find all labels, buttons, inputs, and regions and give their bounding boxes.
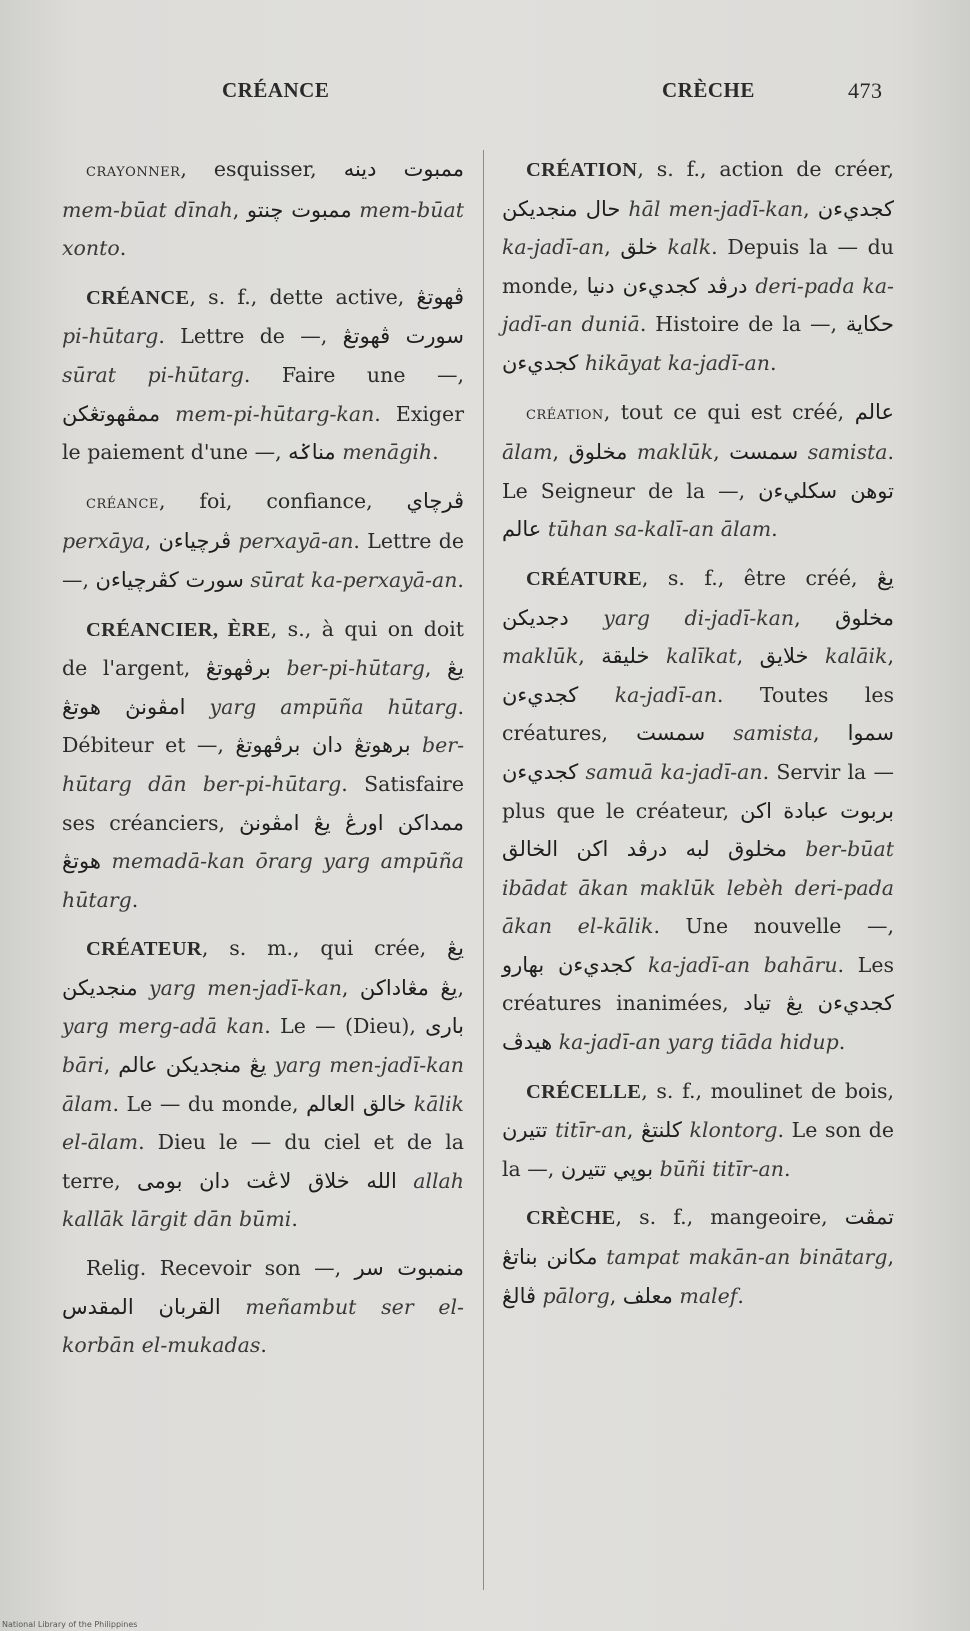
- jawi-term: ممبوت چنتو: [246, 197, 352, 222]
- gloss-text: . Toutes les créatures,: [502, 682, 894, 746]
- transliteration: ka-jadī-an: [614, 682, 717, 707]
- dictionary-entry: [62, 929, 464, 1239]
- jawi-term: معلف: [622, 1283, 673, 1308]
- gloss-text: , s. f., dette active,: [189, 284, 417, 309]
- jawi-term: بوڽي تتيرن: [560, 1156, 654, 1181]
- gloss-text: , foi, confiance,: [158, 488, 407, 513]
- dictionary-entry: [502, 559, 894, 1062]
- jawi-term: تتيرن: [502, 1118, 548, 1143]
- transliteration: yarg ampūña hūtarg: [209, 694, 458, 719]
- jawi-term: يڠ دجديكن: [502, 565, 894, 630]
- right-column: [502, 150, 894, 1325]
- gloss-text: [397, 1169, 413, 1193]
- transliteration: kālik el-ālam: [62, 1091, 464, 1155]
- jawi-term: ڤهوتڠ: [416, 284, 464, 309]
- jawi-term: سمست: [636, 721, 706, 746]
- gloss-text: , s. f., action de créer,: [637, 157, 894, 181]
- gloss-text: ,: [887, 1245, 894, 1270]
- jawi-term: بارى: [425, 1014, 464, 1039]
- gloss-text: , s. f., être créé,: [641, 565, 877, 590]
- transliteration: sūrat pi-hūtarg: [62, 362, 244, 387]
- gloss-text: . Exiger le paiement d'une —,: [62, 401, 464, 465]
- column-divider: [483, 150, 484, 1590]
- jawi-term: بربوت عبادة اكن مخلوق لبه درڤد اكن الخالق: [502, 798, 894, 862]
- running-header: [0, 78, 970, 118]
- gloss-text: .: [291, 1207, 298, 1232]
- gloss-text: , s., à qui on doit de l'argent,: [62, 616, 464, 681]
- gloss-text: . Servir la — plus que le créateur,: [502, 759, 894, 823]
- jawi-term: سورت ڤهوتڠ: [342, 324, 464, 349]
- headword: CRÉATEUR: [86, 938, 202, 961]
- gloss-text: . Faire une —,: [243, 362, 464, 387]
- jawi-term: يڠ منجديكن: [62, 936, 464, 1000]
- transliteration: pi-hūtarg: [62, 324, 159, 349]
- jawi-term: كجديءن: [502, 682, 579, 707]
- headword: CRÈCHE: [526, 1207, 616, 1230]
- jawi-term: كلنتڠ: [641, 1118, 682, 1143]
- gloss-text: ,: [604, 235, 621, 260]
- jawi-term: مخلوق: [568, 440, 628, 465]
- transliteration: yarg men-jadī-kan ālam: [62, 1053, 464, 1116]
- gloss-text: [548, 1118, 556, 1142]
- gloss-text: , s. f., mangeoire,: [615, 1205, 845, 1230]
- jawi-term: منمبوت سر القربان المقدس: [62, 1256, 464, 1319]
- gloss-text: . Débiteur et —,: [62, 694, 464, 758]
- transliteration: ber-būat ibādat ākan maklūk lebèh deri-pada ākan el-kālik: [502, 837, 894, 939]
- transliteration: hikāyat ka-jadī-an: [584, 350, 770, 375]
- transliteration: ālam: [502, 440, 553, 465]
- jawi-term: ممداكن اورڠ يڠ امڤونڽ هوتڠ: [62, 810, 464, 874]
- gloss-text: [578, 683, 614, 707]
- gloss-text: [634, 953, 648, 977]
- gloss-text: .: [737, 1283, 744, 1308]
- transliteration: ka-jadī-an: [502, 235, 605, 260]
- gloss-text: [649, 644, 666, 668]
- gloss-text: . Le Seigneur de la —,: [502, 440, 894, 503]
- dictionary-entry: [62, 150, 464, 268]
- left-column: [62, 150, 464, 1375]
- transliteration: tampat makān-an binātarg: [606, 1245, 888, 1270]
- transliteration: maklūk: [636, 440, 714, 465]
- jawi-term: تمڤت مكانن بناتڠ: [502, 1205, 894, 1270]
- gloss-text: .: [131, 887, 139, 912]
- jawi-term: سورت كڤرچياءن: [95, 567, 244, 592]
- dictionary-entry: [502, 150, 894, 383]
- gloss-text: .: [432, 440, 439, 465]
- jawi-term: درڤد كجديءن دنيا: [586, 273, 748, 298]
- gloss-text: ,: [794, 605, 836, 630]
- transliteration: perxayā-an: [238, 529, 354, 554]
- jawi-term: حال منجديكن: [502, 196, 621, 221]
- transliteration: pālorg: [542, 1283, 610, 1308]
- gloss-text: .: [260, 1333, 267, 1358]
- gloss-text: [809, 644, 826, 668]
- jawi-term: يڠ مڠاداكن: [359, 975, 458, 1000]
- dictionary-entry: [62, 610, 464, 920]
- transliteration: sūrat ka-perxayā-an: [250, 567, 458, 592]
- gloss-text: .: [119, 236, 127, 261]
- jawi-term: كجديءن: [817, 196, 894, 221]
- transliteration: maklūk: [502, 644, 579, 669]
- gloss-text: ,: [144, 529, 159, 554]
- page-number: 473: [848, 78, 883, 103]
- gloss-text: [411, 733, 422, 757]
- transliteration: kalk: [667, 235, 712, 260]
- gloss-text: [271, 656, 287, 680]
- gloss-text: [598, 1245, 607, 1269]
- jawi-term: يڠ امڤونڽ هوتڠ: [62, 656, 464, 719]
- transliteration: būñi titīr-an: [659, 1156, 784, 1181]
- gloss-text: ,: [232, 197, 247, 222]
- jawi-term: كجديءن بهارو: [502, 952, 635, 977]
- transliteration: titīr-an: [555, 1118, 627, 1143]
- gloss-text: . Satisfaire ses créanciers,: [62, 771, 464, 835]
- header-left-title: CRÉANCE: [222, 78, 330, 102]
- gloss-text: ,: [103, 1053, 119, 1078]
- gloss-text: [798, 440, 808, 464]
- gloss-text: [160, 402, 175, 426]
- transliteration: ber-hūtarg dān ber-pi-hūtarg: [62, 733, 464, 796]
- transliteration: memadā-kan ōrarg yarg ampūña hūtarg: [62, 849, 464, 912]
- dictionary-entry: [62, 278, 464, 472]
- gloss-text: [705, 721, 733, 745]
- headword: CRÉATION: [526, 159, 638, 181]
- jawi-term: سموا كجديءن: [502, 721, 894, 784]
- gloss-text: ,: [457, 975, 464, 1000]
- jawi-term: ممبوت دينه: [343, 157, 464, 181]
- gloss-text: .: [771, 517, 778, 542]
- gloss-text: [627, 440, 637, 464]
- sub-headword: crayonner: [86, 160, 181, 181]
- gloss-text: . Le — du monde,: [112, 1091, 307, 1116]
- transliteration: klontorg: [689, 1118, 778, 1143]
- gloss-text: , s. f., moulinet de bois,: [641, 1078, 894, 1103]
- gloss-text: . Les créatures inanimées,: [502, 952, 894, 1016]
- gloss-text: ,: [578, 644, 602, 669]
- jawi-term: برڤهوتڠ: [205, 656, 271, 681]
- jawi-term: سمست: [729, 440, 799, 465]
- transliteration: samista: [733, 721, 813, 746]
- headword: CRÉANCIER, ÈRE: [86, 618, 271, 641]
- dictionary-entry: [62, 1249, 464, 1365]
- gloss-text: . Le son de la —,: [502, 1118, 894, 1181]
- gloss-text: , esquisser,: [180, 157, 344, 181]
- transliteration: yarg men-jadī-kan: [149, 975, 342, 1000]
- transliteration: deri-pada ka-jadī-an duniā: [502, 273, 894, 337]
- gloss-text: ,: [803, 196, 818, 221]
- gloss-text: [266, 1053, 274, 1077]
- gloss-text: . Dieu le — du ciel et de la terre,: [62, 1130, 464, 1193]
- transliteration: allah kallāk lārgit dān būmi: [62, 1168, 464, 1232]
- gloss-text: [101, 849, 112, 873]
- transliteration: yarg merg-adā kan: [62, 1014, 265, 1039]
- dictionary-entry: [62, 482, 464, 600]
- gloss-text: ,: [736, 644, 760, 669]
- transliteration: perxāya: [62, 529, 145, 554]
- gloss-text: . Lettre de —,: [62, 529, 464, 592]
- jawi-term: خليقة: [601, 644, 650, 669]
- gloss-text: ,: [609, 1283, 623, 1308]
- transliteration: meñambut ser el-korbān el-mukadas: [62, 1294, 464, 1358]
- transliteration: mem-būat xonto: [62, 197, 464, 261]
- dictionary-entry: [502, 1198, 894, 1315]
- jawi-term: خلق: [620, 235, 658, 260]
- headword: CRÉCELLE: [526, 1080, 642, 1103]
- gloss-text: [138, 976, 149, 1000]
- jawi-term: كجديءن يڠ تياد هيدڤ: [502, 991, 894, 1055]
- transliteration: yarg di-jadī-kan: [603, 605, 795, 630]
- jawi-term: ممڤهوتڠكن: [62, 401, 161, 426]
- gloss-text: , s. m., qui crée,: [201, 936, 447, 961]
- header-right-title: CRÈCHE: [662, 78, 755, 102]
- transliteration: ka-jadī-an bahāru: [647, 952, 838, 977]
- gloss-text: ,: [887, 644, 894, 669]
- transliteration: menāgih: [342, 440, 433, 465]
- sub-headword: créance: [86, 491, 159, 513]
- jawi-term: ڤالڠ: [502, 1283, 537, 1308]
- gloss-text: ,: [812, 721, 848, 746]
- gloss-text: . Une nouvelle —,: [653, 914, 894, 939]
- jawi-term: الله خلاق لاڠت دان بومى: [137, 1168, 397, 1193]
- transliteration: ka-jadī-an yarg tiāda hidup: [558, 1030, 839, 1055]
- gloss-text: Relig. Recevoir son —,: [86, 1256, 355, 1281]
- gloss-text: [406, 1092, 414, 1116]
- jawi-term: حكاية كجديءن: [502, 312, 895, 375]
- jawi-term: عالم: [854, 399, 894, 424]
- gloss-text: . Depuis la — du monde,: [502, 235, 894, 298]
- gloss-text: ,: [626, 1118, 642, 1143]
- gloss-text: [569, 606, 603, 630]
- gloss-text: [787, 837, 805, 861]
- gloss-text: .: [783, 1156, 791, 1181]
- jawi-term: خلايق: [759, 644, 809, 669]
- dictionary-entry: [502, 393, 894, 549]
- transliteration: kalāik: [825, 644, 888, 669]
- transliteration: malef: [679, 1283, 738, 1308]
- gloss-text: .: [457, 567, 464, 592]
- gloss-text: [221, 1295, 246, 1319]
- jawi-term: ڤرچياءن: [158, 529, 232, 554]
- jawi-term: يڠ منجديكن عالم: [118, 1053, 267, 1078]
- transliteration: samuā ka-jadī-an: [585, 759, 763, 784]
- jawi-term: توهن سكليءن عالم: [502, 478, 894, 542]
- transliteration: ber-pi-hūtarg: [286, 656, 425, 681]
- transliteration: samista: [807, 440, 888, 465]
- transliteration: mem-būat dīnah: [62, 197, 233, 222]
- gloss-text: . Histoire de la —,: [639, 312, 846, 337]
- footer-credit: National Library of the Philippines: [2, 1620, 138, 1629]
- headword: CRÉATURE: [526, 567, 642, 590]
- gloss-text: ,: [552, 440, 569, 465]
- transliteration: hāl men-jadī-kan: [628, 196, 804, 221]
- gloss-text: ,: [713, 440, 730, 465]
- jawi-term: ڤرچاي: [406, 488, 464, 513]
- gloss-text: [186, 695, 210, 719]
- jawi-term: خالق العالم: [306, 1091, 407, 1116]
- jawi-term: مناݢه: [288, 440, 336, 465]
- gloss-text: . Lettre de —,: [158, 324, 343, 349]
- transliteration: mem-pi-hūtarg-kan: [175, 401, 375, 426]
- gloss-text: .: [769, 350, 777, 375]
- gloss-text: [578, 760, 585, 784]
- transliteration: tūhan sa-kalī-an ālam: [547, 517, 772, 542]
- jawi-term: مخلوق: [835, 605, 894, 630]
- dictionary-entry: [502, 1072, 894, 1189]
- sub-headword: création: [526, 402, 604, 424]
- gloss-text: ,: [341, 975, 360, 1000]
- gloss-text: . Le — (Dieu),: [264, 1014, 426, 1039]
- gloss-text: , tout ce qui est créé,: [603, 399, 855, 424]
- headword: CRÉANCE: [86, 286, 190, 309]
- gloss-text: .: [838, 1030, 846, 1055]
- transliteration: bāri: [62, 1053, 104, 1078]
- jawi-term: برهوتڠ دان برڤهوتڠ: [235, 733, 411, 758]
- gloss-text: ,: [424, 656, 447, 681]
- transliteration: kalīkat: [665, 644, 737, 669]
- gloss-text: [658, 235, 668, 259]
